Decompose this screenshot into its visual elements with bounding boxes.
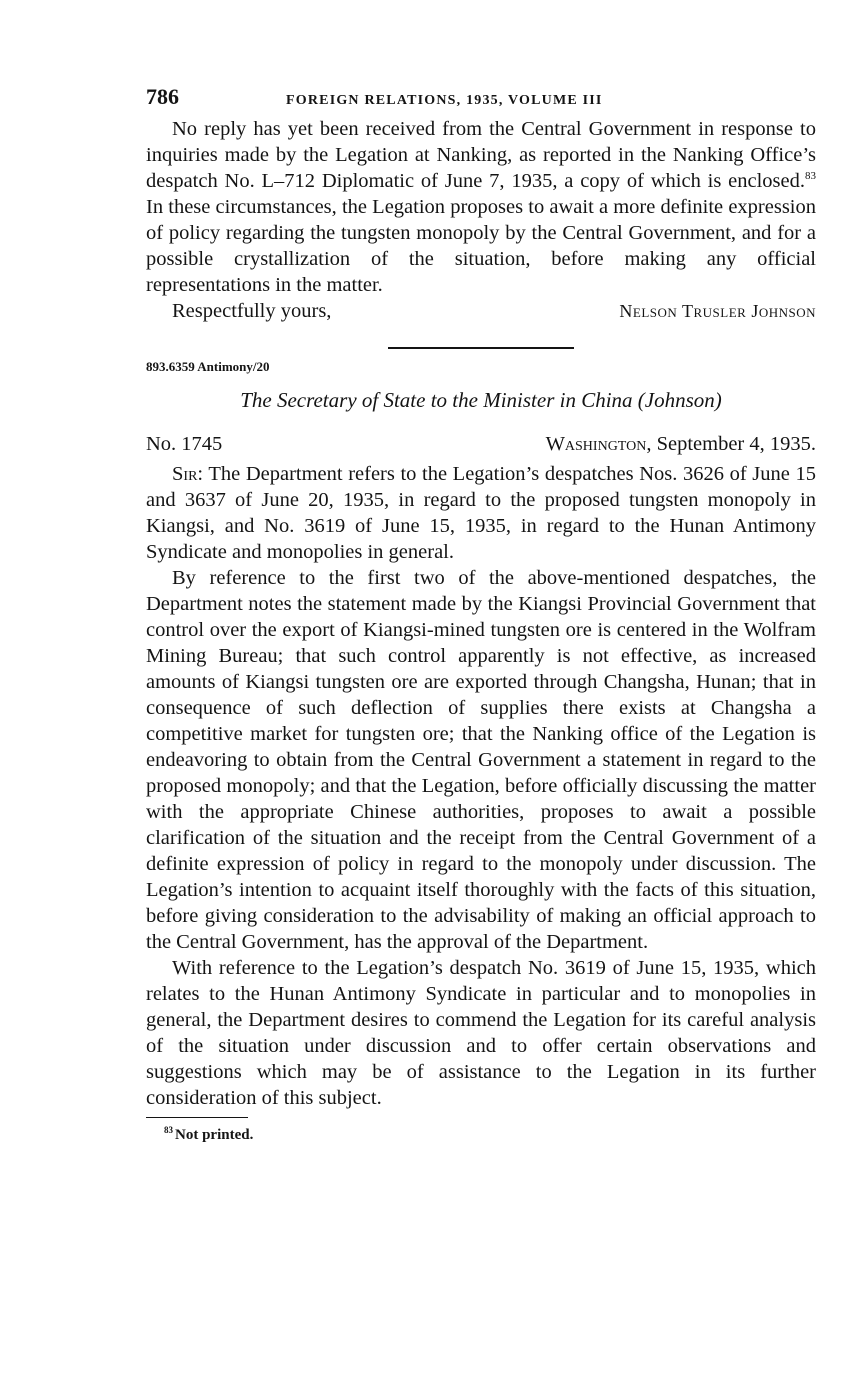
footnote <box>146 1127 816 1144</box>
intro-paragraph <box>146 116 816 298</box>
page-header <box>146 84 816 116</box>
section-divider <box>388 347 574 349</box>
place: Washington <box>545 433 647 455</box>
place-date <box>546 431 816 457</box>
body-paragraph-1 <box>146 461 816 565</box>
body-paragraph-3: With reference to the Legation’s despatch No. 3619 of June 15, 1935, which relates to the Hunan Antimony Syndicate in particular and to monopolies in general, the Department desires to commend the Legation for its careful analysis of the situation under discussion and to offer certain observations and suggestions which may be of assistance to the Legation in its further consideration of this subject. <box>146 957 816 1109</box>
signature: Nelson Trusler Johnson <box>619 301 816 321</box>
date: , September 4, 1935. <box>646 433 816 455</box>
body-paragraph-2: By reference to the first two of the above-mentioned despatches, the Department notes the statement made by the Kiangsi Provincial Government that control over the export of Kiangsi-mined tungsten ore is centered in the Wolfram Mining Bureau; that such control apparently is not effective, as increased amounts of Kiangsi tungsten ore are exported through Changsha, Hunan; that in consequence of such deflection of supplies there exists at Changsha a competitive market for tungsten ore; that the Nanking office of the Legation is endeavoring to obtain from the Central Government a statement in regard to the proposed monopoly; and that the Legation, before officially discussing the matter with the appropriate Chinese authorities, proposes to await a possible clarification of the situation and the receipt from the Central Government of a definite expression of policy in regard to the monopoly under discussion. The Legation’s intention to acquaint itself thoroughly with the facts of this situation, before giving consideration to the advisability of making an official approach to the Central Government, has the approval of the Department. <box>146 567 816 953</box>
page-number: 786 <box>146 84 179 109</box>
salutation: Sir <box>172 463 198 485</box>
document-title: The Secretary of State to the Minister in China (Johnson) <box>240 388 722 412</box>
intro-text-continued: In these circumstances, the Legation proposes to await a more definite expression of policy regarding the tungsten monopoly by the Central Government, and for a possible crystallization of the situation, before making any official representations in the matter. <box>146 196 816 296</box>
closing-line <box>146 298 816 324</box>
closing-salutation: Respectfully yours, <box>172 300 332 322</box>
footnote-reference[interactable]: 83 <box>805 170 816 183</box>
dateline <box>146 431 816 457</box>
file-number: 893.6359 Antimony/20 <box>146 359 270 374</box>
footnote-text: Not printed. <box>175 1127 254 1143</box>
footnote-mark: 83 <box>164 1125 173 1135</box>
intro-text: No reply has yet been received from the Central Government in response to inquiries made by the Legation at Nanking, as reported in the Nanking Office’s despatch No. L–712 Diplomatic of June 7, 1935, a copy of which is enclosed. <box>146 118 816 192</box>
document-page <box>146 84 816 1144</box>
footnote-divider <box>146 1117 248 1118</box>
document-number: No. 1745 <box>146 433 223 455</box>
paragraph-1-text: : The Department refers to the Legation’s despatches Nos. 3626 of June 15 and 3637 of June 20, 1935, in regard to the proposed tungsten monopoly in Kiangsi, and No. 3619 of June 15, 1935, in regard to the Hunan Antimony Syndicate and monopolies in general. <box>146 463 816 563</box>
running-head: FOREIGN RELATIONS, 1935, VOLUME III <box>286 93 603 108</box>
